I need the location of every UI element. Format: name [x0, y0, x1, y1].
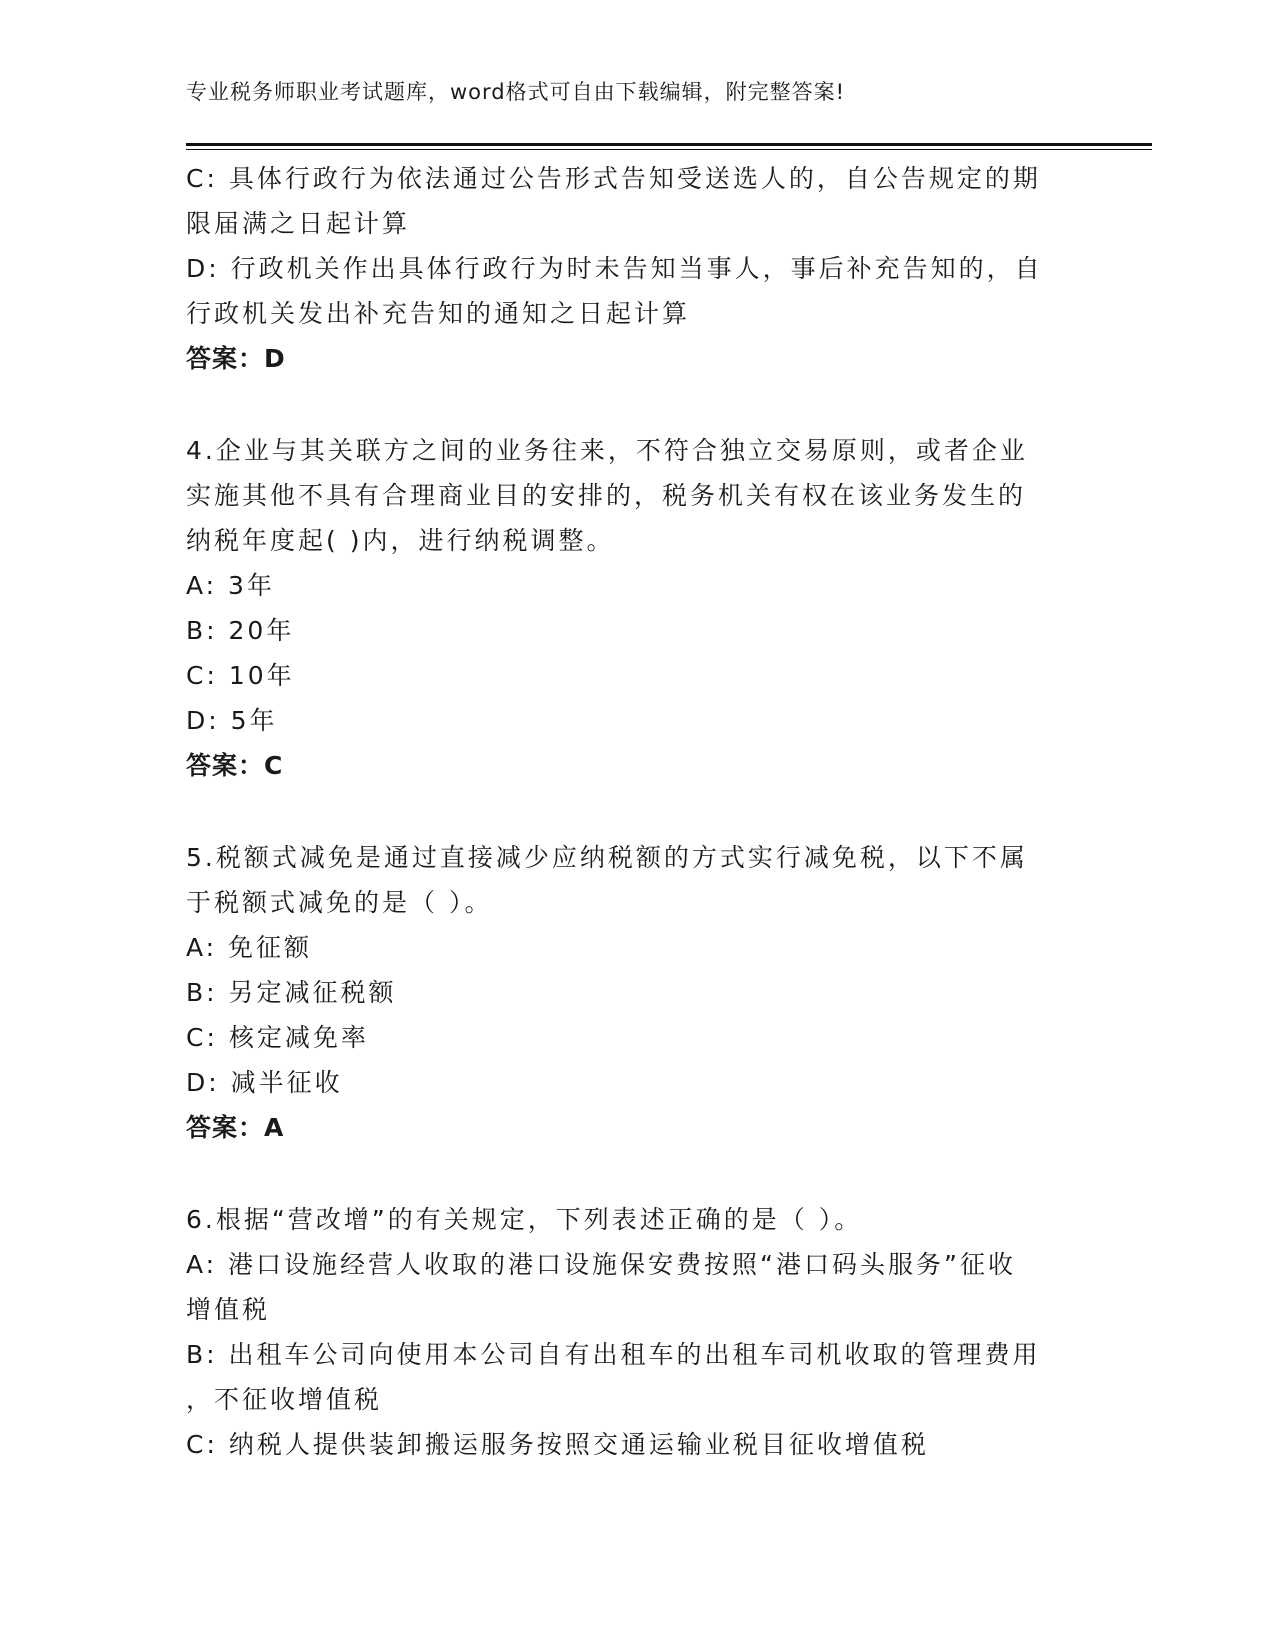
q3-option-c-line1: C: 具体行政行为依法通过公告形式告知受送选人的，自公告规定的期	[186, 164, 1041, 193]
q4-option-d: D: 5年	[186, 706, 278, 735]
header-rule-thick	[186, 143, 1152, 146]
q4-option-a: A: 3年	[186, 571, 275, 600]
spacer	[186, 381, 1086, 428]
q4-option-b: B: 20年	[186, 616, 295, 645]
page-header: 专业税务师职业考试题库，word格式可自由下载编辑，附完整答案!	[186, 80, 846, 104]
q5-answer: 答案：A	[186, 1113, 285, 1142]
q3-option-d-line1: D: 行政机关作出具体行政行为时未告知当事人，事后补充告知的，自	[186, 254, 1043, 283]
q5-option-a: A: 免征额	[186, 933, 313, 962]
q6-stem-line1: 6.根据“营改增”的有关规定，下列表述正确的是（ ）。	[186, 1205, 863, 1234]
q6-option-b-line1: B: 出租车公司向使用本公司自有出租车的出租车司机收取的管理费用	[186, 1340, 1041, 1369]
question-3-tail	[186, 156, 1086, 381]
q6-option-b-line2: ，不征收增值税	[186, 1385, 383, 1414]
q5-option-d: D: 减半征收	[186, 1068, 343, 1097]
q6-option-c-line1: C: 纳税人提供装卸搬运服务按照交通运输业税目征收增值税	[186, 1430, 929, 1459]
q4-stem-line2: 实施其他不具有合理商业目的安排的，税务机关有权在该业务发生的	[186, 481, 1027, 510]
q3-option-c-line2: 限届满之日起计算	[186, 209, 411, 238]
q4-answer: 答案：C	[186, 751, 284, 780]
q5-stem-line2: 于税额式减免的是（ ）。	[186, 888, 493, 917]
q5-option-b: B: 另定减征税额	[186, 978, 397, 1007]
question-content	[186, 156, 1086, 1467]
q6-option-a-line1: A: 港口设施经营人收取的港口设施保安费按照“港口码头服务”征收	[186, 1250, 1016, 1279]
q3-option-d-line2: 行政机关发出补充告知的通知之日起计算	[186, 299, 691, 328]
q4-stem-line3: 纳税年度起( )内，进行纳税调整。	[186, 526, 615, 555]
q4-stem-line1: 4.企业与其关联方之间的业务往来，不符合独立交易原则，或者企业	[186, 436, 1028, 465]
question-5	[186, 835, 1086, 1150]
q3-answer: 答案：D	[186, 344, 286, 373]
header-rule-thin	[186, 149, 1152, 150]
question-4	[186, 428, 1086, 788]
spacer	[186, 788, 1086, 835]
question-6	[186, 1197, 1086, 1467]
q6-option-a-line2: 增值税	[186, 1295, 271, 1324]
q5-option-c: C: 核定减免率	[186, 1023, 369, 1052]
spacer	[186, 1150, 1086, 1197]
q5-stem-line1: 5.税额式减免是通过直接减少应纳税额的方式实行减免税，以下不属	[186, 843, 1028, 872]
q4-option-c: C: 10年	[186, 661, 295, 690]
